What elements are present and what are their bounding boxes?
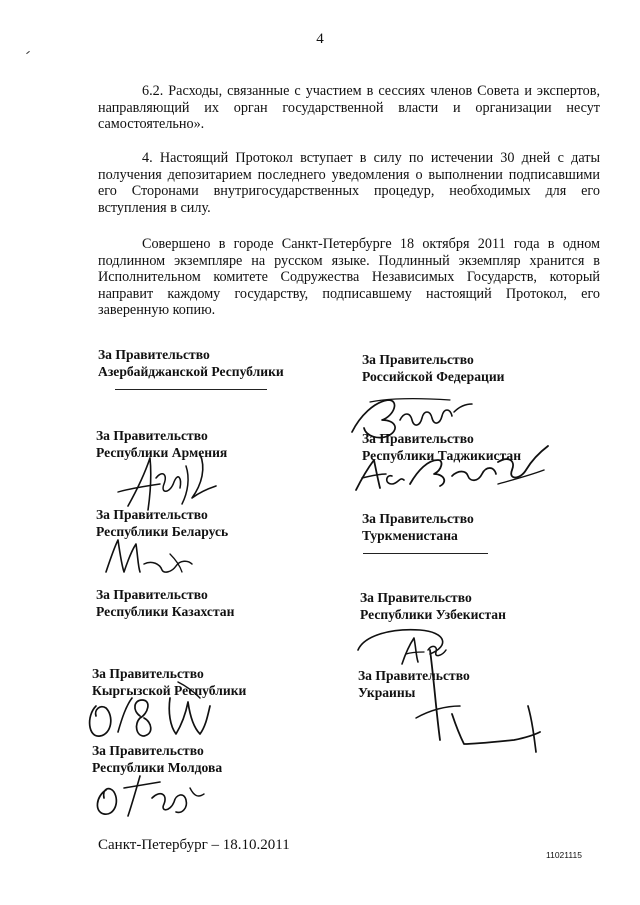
signatory-uzbekistan bbox=[360, 590, 506, 623]
signatory-line2: Республики Узбекистан bbox=[360, 606, 506, 622]
signatory-line1: За Правительство bbox=[96, 587, 208, 602]
signatory-line1: За Правительство bbox=[362, 511, 474, 526]
signatory-line1: За Правительство bbox=[360, 590, 472, 605]
signature-kyrgyzstan bbox=[82, 676, 222, 748]
signatory-line1: За Правительство bbox=[96, 428, 208, 443]
signatory-kazakhstan bbox=[96, 587, 234, 620]
signatory-line1: За Правительство bbox=[92, 666, 204, 681]
paragraph-6-2: 6.2. Расходы, связанные с участием в сессиях членов Совета и экспертов, направляющий их орган государственной власти и организации несут самостоятельно». bbox=[98, 83, 600, 133]
page-number: 4 bbox=[316, 31, 324, 47]
signature-line-azerbaijan bbox=[115, 389, 267, 390]
signatory-line2: Республики Молдова bbox=[92, 759, 223, 775]
footer-doc-code: 11021115 bbox=[546, 850, 582, 860]
signatory-line1: За Правительство bbox=[362, 431, 474, 446]
signatory-line2: Республики Армения bbox=[96, 444, 228, 460]
paragraph-4-entry-into-force: 4. Настоящий Протокол вступает в силу по истечении 30 дней с даты получения депозитарием последнего уведомления о выполнении подписавшими его Сторонами внутригосударственных процедур, необходимых для его вступления в силу. bbox=[98, 150, 600, 216]
signatory-line2: Республики Беларусь bbox=[96, 523, 229, 539]
signatory-line2: Кыргызской Республики bbox=[92, 682, 247, 698]
signatory-line2: Республики Таджикистан bbox=[362, 447, 522, 463]
signatory-line2: Республики Казахстан bbox=[96, 603, 235, 619]
signature-line-turkmenistan bbox=[363, 553, 488, 554]
signature-moldova bbox=[90, 768, 210, 824]
signatory-russia bbox=[362, 352, 505, 385]
signatory-line1: За Правительство bbox=[362, 352, 474, 367]
signatory-turkmenistan bbox=[362, 511, 474, 544]
footer-place-date: Санкт-Петербург – 18.10.2011 bbox=[98, 837, 290, 853]
signatory-line1: За Правительство bbox=[98, 347, 210, 362]
signature-tajikistan bbox=[348, 440, 558, 500]
signature-belarus bbox=[100, 534, 200, 582]
signature-ukraine bbox=[390, 640, 560, 760]
paragraph-done-at: Совершено в городе Санкт-Петербурге 18 октября 2011 года в одном подлинном экземпляре на русском языке. Подлинный экземпляр хранится в Исполнительном комитете Содружества Независимых Государств, который направит каждому государству, подписавшему настоящий Протокол, его заверенную копию. bbox=[98, 236, 600, 319]
signatory-line2: Украины bbox=[358, 684, 416, 700]
scan-mark bbox=[26, 51, 30, 54]
signatory-line2: Туркменистана bbox=[362, 527, 458, 543]
signatory-line1: За Правительство bbox=[92, 743, 204, 758]
signatory-azerbaijan bbox=[98, 347, 284, 380]
signatory-line1: За Правительство bbox=[96, 507, 208, 522]
signatory-line2: Российской Федерации bbox=[362, 368, 505, 384]
signatory-line1: За Правительство bbox=[358, 668, 470, 683]
signatory-line2: Азербайджанской Республики bbox=[98, 363, 284, 379]
